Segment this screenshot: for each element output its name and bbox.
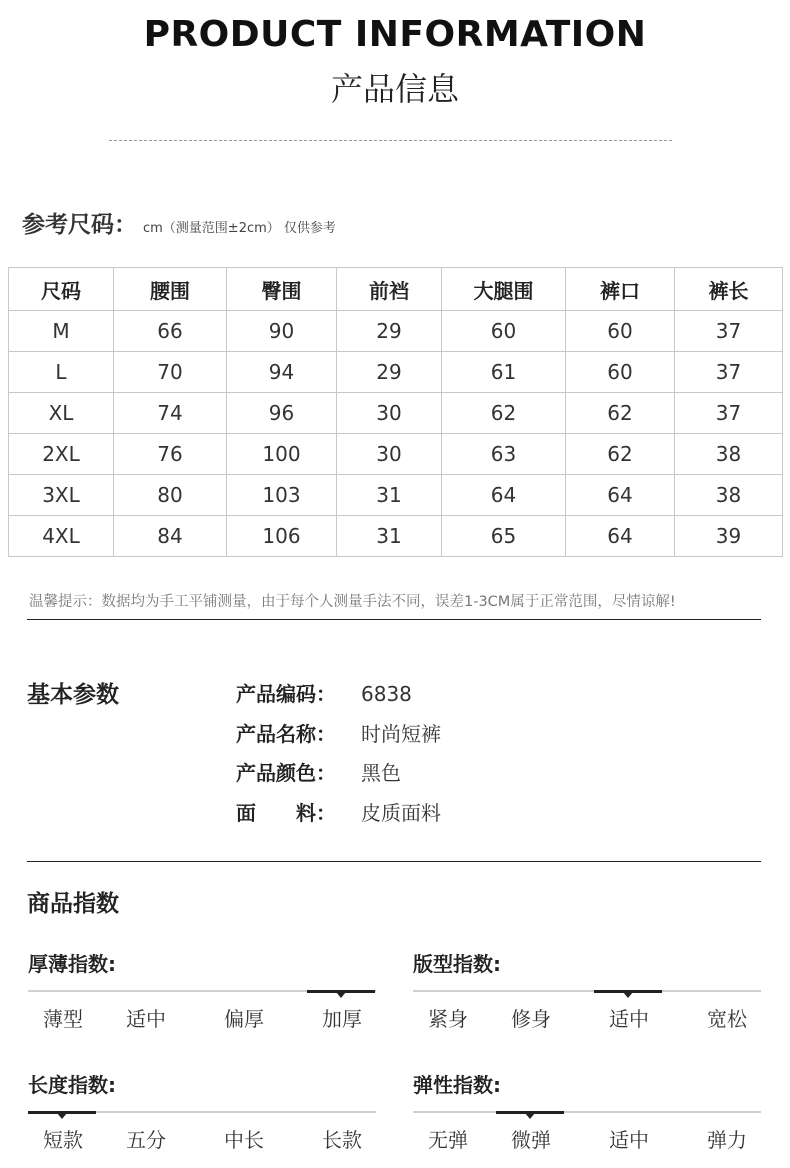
index-title: 版型指数: (413, 952, 501, 976)
measurement-cell: 31 (337, 475, 442, 516)
param-row-fabric (236, 797, 441, 826)
column-header: 臀围 (227, 268, 337, 311)
column-header: 裤长 (675, 268, 783, 311)
param-row-code (236, 678, 412, 707)
measurement-cell: 64 (566, 475, 675, 516)
index-options (413, 1124, 763, 1158)
param-label: 面 料： (236, 801, 336, 825)
measurement-cell: 31 (337, 516, 442, 557)
measurement-cell: 60 (566, 311, 675, 352)
size-cell: XL (9, 393, 114, 434)
measurement-cell: 62 (442, 393, 566, 434)
index-option: 适中 (609, 1007, 649, 1031)
index-fit (413, 948, 763, 1037)
measurement-cell: 37 (675, 352, 783, 393)
index-selected-marker (594, 990, 662, 993)
measurement-cell: 84 (114, 516, 227, 557)
size-cell: M (9, 311, 114, 352)
size-table (8, 267, 783, 557)
measurement-cell: 74 (114, 393, 227, 434)
measurement-cell: 64 (566, 516, 675, 557)
measurement-cell: 60 (566, 352, 675, 393)
measurement-cell: 106 (227, 516, 337, 557)
index-selected-marker (307, 990, 375, 993)
param-value: 6838 (361, 682, 412, 706)
index-option: 薄型 (43, 1007, 83, 1031)
measurement-cell: 76 (114, 434, 227, 475)
tip-divider (27, 619, 761, 620)
index-option: 偏厚 (224, 1007, 264, 1031)
measurement-cell: 64 (442, 475, 566, 516)
measurement-cell: 39 (675, 516, 783, 557)
size-reference-label: 参考尺码： (22, 212, 137, 238)
measurement-tip: 温馨提示：数据均为手工平铺测量，由于每个人测量手法不同，误差1-3CM属于正常范围，尽情谅解! (29, 594, 676, 610)
index-options (413, 1003, 763, 1037)
index-length (28, 1069, 378, 1158)
index-option: 修身 (511, 1007, 551, 1031)
param-value: 时尚短裤 (361, 722, 441, 746)
index-option: 加厚 (322, 1007, 362, 1031)
param-value: 皮质面料 (361, 801, 441, 825)
index-option: 弹力 (707, 1128, 747, 1152)
measurement-cell: 60 (442, 311, 566, 352)
column-header: 尺码 (9, 268, 114, 311)
index-option: 紧身 (428, 1007, 468, 1031)
measurement-cell: 38 (675, 475, 783, 516)
table-row (9, 475, 783, 516)
measurement-cell: 70 (114, 352, 227, 393)
index-scale-bar (413, 1111, 761, 1114)
measurement-cell: 30 (337, 393, 442, 434)
param-label: 产品颜色： (236, 761, 336, 785)
measurement-cell: 100 (227, 434, 337, 475)
measurement-cell: 94 (227, 352, 337, 393)
index-scale-bar (28, 1111, 376, 1114)
index-selected-marker (28, 1111, 96, 1114)
index-option: 适中 (126, 1007, 166, 1031)
table-row (9, 311, 783, 352)
index-options (28, 1003, 378, 1037)
measurement-cell: 29 (337, 311, 442, 352)
header-title-en: PRODUCT INFORMATION (143, 14, 647, 55)
table-row (9, 434, 783, 475)
measurement-cell: 90 (227, 311, 337, 352)
param-value: 黑色 (361, 761, 401, 785)
size-cell: 2XL (9, 434, 114, 475)
index-title: 长度指数: (28, 1073, 116, 1097)
index-option: 宽松 (707, 1007, 747, 1031)
measurement-cell: 65 (442, 516, 566, 557)
header-title-cn: 产品信息 (330, 70, 459, 108)
params-divider (27, 861, 761, 862)
size-reference-note: cm（测量范围±2cm） 仅供参考 (143, 221, 336, 236)
measurement-cell: 63 (442, 434, 566, 475)
param-row-name (236, 718, 441, 747)
index-selected-marker (496, 1111, 564, 1114)
measurement-cell: 62 (566, 393, 675, 434)
index-option: 适中 (609, 1128, 649, 1152)
size-cell: 3XL (9, 475, 114, 516)
column-header: 前裆 (337, 268, 442, 311)
measurement-cell: 80 (114, 475, 227, 516)
measurement-cell: 37 (675, 393, 783, 434)
index-elasticity (413, 1069, 763, 1158)
measurement-cell: 103 (227, 475, 337, 516)
index-title: 厚薄指数: (28, 952, 116, 976)
index-scale-bar (28, 990, 376, 993)
index-option: 微弹 (511, 1128, 551, 1152)
measurement-cell: 61 (442, 352, 566, 393)
measurement-cell: 38 (675, 434, 783, 475)
measurement-cell: 66 (114, 311, 227, 352)
table-row (9, 352, 783, 393)
size-reference-title (22, 206, 336, 239)
index-option: 长款 (322, 1128, 362, 1152)
column-header: 大腿围 (442, 268, 566, 311)
table-row (9, 393, 783, 434)
measurement-cell: 96 (227, 393, 337, 434)
index-scale-bar (413, 990, 761, 993)
table-row (9, 516, 783, 557)
basic-params-title: 基本参数 (27, 682, 119, 708)
header-divider (109, 140, 672, 141)
index-option: 五分 (126, 1128, 166, 1152)
param-row-color (236, 757, 401, 786)
param-label: 产品编码： (236, 682, 336, 706)
index-title: 弹性指数: (413, 1073, 501, 1097)
index-thickness (28, 948, 378, 1037)
measurement-cell: 62 (566, 434, 675, 475)
index-option: 中长 (224, 1128, 264, 1152)
product-index-title: 商品指数 (27, 891, 119, 917)
measurement-cell: 30 (337, 434, 442, 475)
column-header: 裤口 (566, 268, 675, 311)
size-cell: L (9, 352, 114, 393)
index-option: 短款 (43, 1128, 83, 1152)
size-cell: 4XL (9, 516, 114, 557)
index-option: 无弹 (428, 1128, 468, 1152)
measurement-cell: 37 (675, 311, 783, 352)
size-table-header-row (9, 268, 783, 311)
param-label: 产品名称： (236, 722, 336, 746)
column-header: 腰围 (114, 268, 227, 311)
measurement-cell: 29 (337, 352, 442, 393)
index-options (28, 1124, 378, 1158)
